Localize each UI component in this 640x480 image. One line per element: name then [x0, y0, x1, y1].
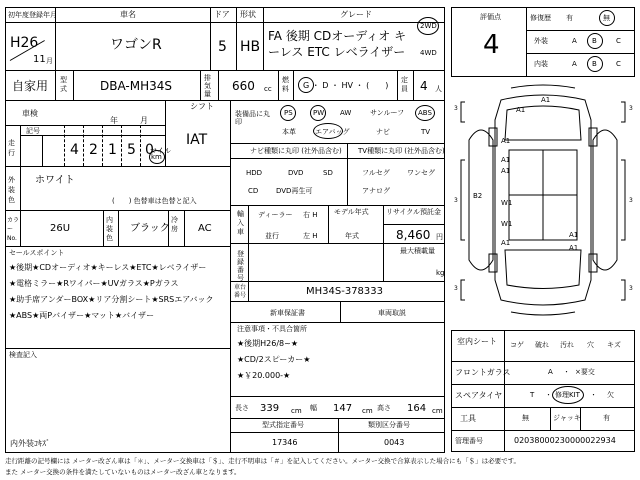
note-line: ★￥20.000-★: [237, 371, 291, 380]
chassis-label: 車台番号: [234, 284, 247, 299]
height-unit: cm: [432, 407, 443, 415]
interior-color: ブラック: [130, 223, 170, 234]
equipment-label: 装備品に丸印: [235, 110, 270, 126]
shift-value: IAT: [186, 132, 208, 148]
length-unit: cm: [291, 407, 302, 415]
svg-text:3: 3: [629, 285, 633, 292]
tools-value: 無: [522, 414, 529, 422]
color-code-label: カラー No.: [7, 217, 20, 242]
mileage-digit: 0: [145, 142, 154, 158]
mileage-km: km: [151, 153, 162, 161]
repair-none: 無: [603, 14, 610, 22]
equip-abs: ABS: [418, 109, 432, 117]
tire-item: ・: [590, 391, 597, 399]
mileage-digit: 2: [89, 142, 98, 158]
ac-label: 冷房: [171, 216, 178, 233]
car-outline-icon: [451, 80, 635, 320]
equip-sunroof: サンルーフ: [370, 109, 405, 117]
sales-point-line: ★助手席アンダーBOX★リア分割シート★SRSエアバック: [9, 295, 214, 304]
spare-tire-label: スペアタイヤ: [455, 391, 503, 400]
drive-2wd: 2WD: [420, 22, 437, 30]
color-code: 26U: [50, 223, 71, 234]
interior-grade-b: B: [592, 60, 597, 68]
seat-item: 汚れ: [560, 341, 574, 349]
type-number: 17346: [272, 438, 298, 447]
svg-text:3: 3: [454, 105, 458, 112]
interior-grade-c: C: [616, 60, 621, 68]
tire-item: 修理KIT: [555, 391, 580, 399]
class-number-label: 類別区分番号: [368, 421, 410, 429]
color-label: 外装色: [8, 176, 15, 204]
length-label: 長さ: [235, 404, 249, 412]
equip-ps: PS: [284, 109, 293, 117]
recycle-unit: 円: [436, 233, 443, 241]
tire-item: 欠: [607, 391, 614, 399]
damage-mark: W1: [501, 220, 513, 228]
mileage-mile: マイル: [150, 147, 171, 155]
exterior-grade-c: C: [616, 37, 621, 45]
max-load-unit: kg: [436, 269, 445, 277]
glass-label: フロントガラス: [455, 368, 511, 377]
interior-grade-a: A: [572, 60, 577, 68]
displacement-unit: cc: [264, 85, 272, 93]
tire-item: ・: [545, 391, 552, 399]
inspection-label: 車検: [22, 109, 38, 118]
equip-airbag: エアバッグ: [315, 128, 350, 136]
first-reg-era: H26: [10, 35, 39, 51]
equip-pw: PW: [313, 109, 325, 117]
shape-label: 形状: [240, 10, 256, 19]
navi-hdd: HDD: [246, 169, 263, 177]
recycle-label: リサイクル預託金: [386, 208, 442, 216]
car-diagram: [451, 80, 635, 320]
model-code: DBA-MH34S: [100, 79, 173, 93]
mileage-digit: 1: [108, 142, 117, 158]
model-year-label: モデル年式: [334, 208, 369, 216]
max-load-label: 最大積載量: [400, 247, 435, 255]
import-label: 輸入車: [237, 210, 244, 236]
tv-fullseg: フルセグ: [362, 169, 390, 177]
fuel-options: G ・ D ・ HV ・ ( ): [303, 81, 389, 90]
capacity-label: 定員: [401, 76, 408, 93]
inspection-year: 年: [110, 116, 118, 125]
mileage-label: 走行: [8, 139, 15, 157]
footer-note: また メーター交換の条件を満たしていないものはメーター改ざん車となります。: [5, 468, 241, 476]
equip-aw: AW: [340, 109, 352, 117]
navi-cd: CD: [248, 187, 259, 195]
equip-leather: 本革: [282, 128, 296, 136]
exterior-grade-a: A: [572, 37, 577, 45]
tire-item: T: [530, 391, 535, 399]
new-car-warranty: 新車保証書: [270, 309, 305, 317]
class-number: 0043: [384, 438, 405, 447]
exterior-label: 外装: [534, 37, 548, 45]
navi-type-label: ナビ種類に丸印 (社外品含む): [250, 147, 342, 155]
sales-point-line: ★電格ミラー★Rワイパー★UVガラス★Pガラス: [9, 279, 179, 288]
import-dealer: ディーラー: [258, 211, 293, 219]
width-value: 147: [333, 403, 353, 414]
capacity: 4: [420, 79, 428, 93]
interior-label: 内装: [534, 60, 548, 68]
svg-text:3: 3: [454, 197, 458, 204]
seat-item: 穴: [587, 341, 594, 349]
drive-4wd: 4WD: [420, 49, 437, 57]
mgmt-number: 02038000230000022934: [514, 436, 616, 445]
first-reg-label: 初年度登録年月: [8, 11, 57, 19]
svg-text:3: 3: [454, 285, 458, 292]
type-number-label: 型式指定番号: [262, 421, 304, 429]
length-value: 339: [260, 403, 280, 414]
main-sheet: [5, 7, 445, 453]
tv-oneseg: ワンセグ: [407, 169, 435, 177]
damage-mark: A1: [501, 239, 511, 247]
damage-mark: A1: [501, 167, 511, 175]
navi-dvd: DVD: [288, 169, 304, 177]
displacement: 660: [232, 79, 255, 93]
damage-mark: A1: [501, 137, 511, 145]
tv-type-label: TV種類に丸印 (社外品含む): [358, 147, 445, 155]
model-year-suffix: 年式: [345, 232, 359, 240]
sales-points-lines: [9, 262, 227, 326]
note-line: ★CD/2スピーカー★: [237, 355, 311, 364]
fuel-label: 燃料: [282, 76, 289, 93]
mileage-digit: 5: [127, 142, 136, 158]
sales-point-line: ★後期★CDオーディオ★キーレス★ETC★レベライザー: [9, 263, 207, 272]
inspector-label: 検査記入: [9, 351, 37, 359]
import-left: 左 H: [303, 232, 318, 240]
note-line: ★後期H26/8~★: [237, 339, 299, 348]
import-right: 右 H: [303, 211, 318, 219]
car-name-label: 車名: [120, 10, 136, 19]
repair-label: 修復歴: [530, 14, 551, 22]
height-value: 164: [407, 403, 427, 414]
capacity-unit: 人: [435, 85, 442, 93]
glass-item: ・: [563, 368, 570, 376]
jack-value: 有: [603, 414, 610, 422]
plate-label: 登録番号: [237, 250, 244, 282]
use-type: 自家用: [12, 79, 49, 93]
navi-sd: SD: [323, 169, 333, 177]
color-change-note: ( ) 色替車は色替と記入: [112, 197, 197, 205]
notes-label: 注意事項・不具合箇所: [237, 325, 307, 333]
seat-item: 破れ: [535, 341, 549, 349]
model-label: 型式: [60, 76, 67, 93]
seat-item: キズ: [607, 341, 621, 349]
seat-label: 室内シート: [457, 337, 497, 346]
svg-text:3: 3: [629, 105, 633, 112]
damage-mark: W1: [501, 199, 513, 207]
damage-mark: A1: [516, 106, 526, 114]
score-value: 4: [483, 30, 500, 60]
door-label: ドア: [214, 10, 230, 19]
ac-value: AC: [198, 223, 212, 234]
mileage-digit: 4: [70, 142, 79, 158]
grade-label: グレード: [340, 10, 372, 19]
car-name: ワゴンR: [110, 37, 162, 53]
width-label: 幅: [310, 404, 317, 412]
vehicle-manual: 車両取説: [378, 309, 406, 317]
shift-label: シフト: [190, 102, 214, 111]
color-value: ホワイト: [35, 175, 75, 186]
seat-item: コゲ: [510, 341, 524, 349]
width-unit: cm: [362, 407, 373, 415]
inspector-footer: 内外装ｺｷｽﾞ: [10, 439, 50, 448]
displacement-label: 排気量: [204, 74, 211, 98]
tv-analog: アナログ: [362, 187, 390, 195]
sales-points-label: セールスポイント: [9, 249, 65, 257]
damage-mark: A1: [501, 156, 511, 164]
mileage-digits-header: 記号: [26, 127, 40, 135]
damage-mark: A1: [569, 231, 579, 239]
equip-tv: TV: [421, 128, 431, 136]
svg-text:3: 3: [629, 197, 633, 204]
height-label: 高さ: [377, 404, 391, 412]
interior-color-label: 内装色: [106, 216, 113, 242]
tools-label: 工具: [460, 414, 476, 423]
sales-point-line: ★ABS★両Pバイザー★マット★バイザー: [9, 311, 155, 320]
chassis-number: MH34S-378333: [306, 286, 384, 297]
grade: FA 後期 CDオーディオ キーレス ETC レベライザー: [268, 29, 407, 59]
damage-mark: A1: [541, 96, 551, 104]
shape: HB: [240, 39, 261, 55]
navi-dvd-play: DVD再生可: [276, 187, 313, 195]
doors: 5: [218, 39, 227, 55]
glass-item: A: [548, 368, 553, 376]
score-label: 評価点: [480, 13, 501, 21]
inspection-month: 月: [140, 116, 148, 125]
glass-item: ×要交: [575, 368, 595, 376]
mgmt-label: 管理番号: [455, 437, 483, 445]
footer-note: 走行距離の記号欄には メーター改ざん車は「＊」、メーター交換車は「＄」、走行不明車は「＃」を記入してください。メーター交換で合算表示した場合にも「＄」は必要です。: [5, 457, 521, 465]
first-reg-month-unit: 月: [46, 57, 53, 65]
exterior-grade-b: B: [592, 37, 597, 45]
damage-mark: A1: [569, 244, 579, 252]
first-reg-month: 11: [33, 54, 46, 65]
jack-label: ジャッキ: [553, 414, 581, 422]
equip-navi: ナビ: [376, 128, 390, 136]
recycle-value: 8,460: [396, 228, 431, 242]
import-parallel: 並行: [265, 232, 279, 240]
repair-has: 有: [566, 14, 573, 22]
damage-mark: B2: [473, 192, 483, 200]
